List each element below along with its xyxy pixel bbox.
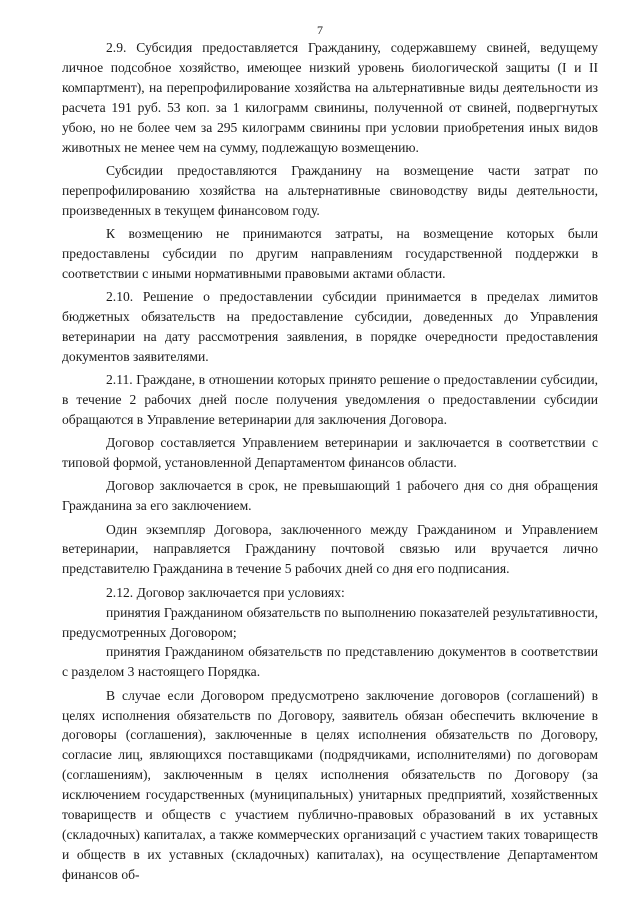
paragraph-condition-documents: принятия Гражданином обязательств по представлению документов в соответствии с разделом 3 настоящего Порядка.: [62, 644, 598, 680]
paragraph-2-9: 2.9. Субсидия предоставляется Гражданину, содержавшему свиней, ведущему личное подсобное хозяйство, имеющее низкий уровень биологической защиты (I и II компартмент), на перепрофилирование хозяйства на альтернативные виды деятельности из расчета 191 руб. 53 коп. за 1 килограмм свинины, полученной от свиней, подвергнутых убою, но не более чем за 295 килограмм свинины при условии приобретения иных видов животных не менее чем на сумму, подлежащую возмещению.: [62, 40, 598, 155]
paragraph-contract-form: Договор составляется Управлением ветеринарии и заключается в соответствии с типовой формой, установленной Департаментом финансов области.: [62, 435, 598, 471]
document-body: [62, 38, 598, 888]
paragraph-sub-agreements: В случае если Договором предусмотрено заключение договоров (соглашений) в целях исполнения обязательств по Договору, заявитель обязан обеспечить включение в договоры (соглашения), заключенные в целях исполнения обязательств по Договору, согласие лиц, являющихся поставщиками (подрядчиками, исполнителями) по договорам (соглашениям), заключенным в целях исполнения обязательств по Договору (за исключением государственных (муниципальных) унитарных предприятий, хозяйственных товариществ и обществ с участием публично-правовых образований в их уставных (складочных) капиталах, а также коммерческих организаций с участием таких товариществ и обществ в их уставных (складочных) капиталах), на осуществление Департаментом финансов об-: [62, 687, 598, 882]
page-number: 7: [317, 23, 323, 37]
paragraph-contract-term: Договор заключается в срок, не превышающий 1 рабочего дня со дня обращения Гражданина за его заключением.: [62, 478, 598, 514]
paragraph-contract-copy: Один экземпляр Договора, заключенного между Гражданином и Управлением ветеринарии, направляется Гражданину почтовой связью или вручается лично представителю Гражданина в течение 5 рабочих дней со дня его подписания.: [62, 521, 598, 577]
paragraph-condition-indicators: принятия Гражданином обязательств по выполнению показателей результативности, предусмотренных Договором;: [62, 604, 598, 640]
paragraph-2-11: 2.11. Граждане, в отношении которых принято решение о предоставлении субсидии, в течение 2 рабочих дней после получения уведомления о предоставлении субсидии обращаются в Управление ветеринарии для заключения Договора.: [62, 372, 598, 427]
paragraph-2-12: 2.12. Договор заключается при условиях:: [106, 584, 345, 600]
paragraph-subsidy-purpose: Субсидии предоставляются Гражданину на возмещение части затрат по перепрофилированию хозяйства на альтернативные свиноводству виды деятельности, произведенных в текущем финансовом году.: [62, 162, 598, 218]
paragraph-excluded-costs: К возмещению не принимаются затраты, на возмещение которых были предоставлены субсидии по другим направлениям государственной поддержки в соответствии с иными нормативными правовыми актами области.: [62, 225, 598, 281]
paragraph-2-10: 2.10. Решение о предоставлении субсидии принимается в пределах лимитов бюджетных обязательств на предоставление субсидии, доведенных до Управления ветеринарии на дату рассмотрения заявления, в порядке очередности предоставления документов заявителями.: [62, 289, 598, 364]
